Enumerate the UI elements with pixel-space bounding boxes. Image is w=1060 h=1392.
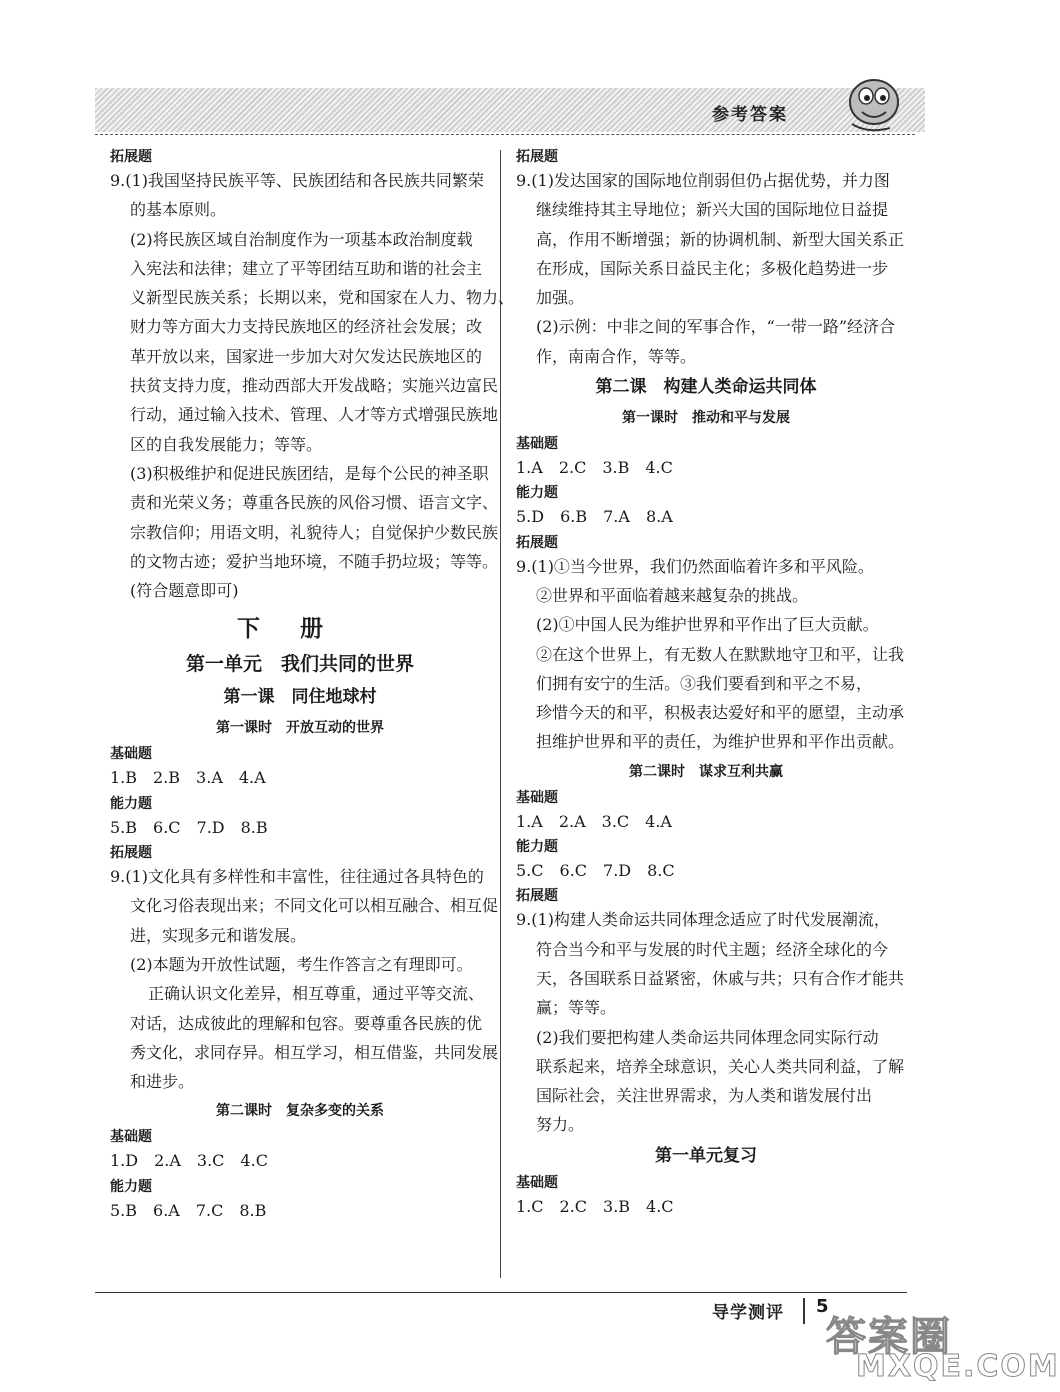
section-heading: 基础题 — [516, 1174, 558, 1191]
section-heading: 基础题 — [110, 1129, 152, 1146]
answer-line: 的基本原则。 — [130, 200, 227, 220]
answer-line: 责和光荣义务；尊重各民族的风俗习惯、语言文字、 — [130, 493, 499, 513]
section-heading: 拓展题 — [110, 845, 152, 862]
answer-line: 1.A 2.C 3.B 4.C — [516, 458, 673, 478]
footer-divider — [95, 1292, 907, 1293]
header-band — [95, 88, 925, 132]
lesson-title: 第一课 同住地球村 — [223, 687, 377, 708]
section-heading: 能力题 — [110, 795, 152, 812]
volume-title: 下册 — [237, 616, 363, 643]
unit-title: 第一单元 我们共同的世界 — [185, 653, 414, 676]
answer-line: 正确认识文化差异，相互尊重，通过平等交流、 — [148, 984, 485, 1004]
answer-line: 符合当今和平与发展的时代主题；经济全球化的今 — [536, 939, 889, 959]
footer-title: 导学测评 — [712, 1303, 784, 1323]
answer-line: 和进步。 — [130, 1072, 195, 1092]
section-heading: 拓展题 — [516, 888, 558, 905]
right-column — [516, 146, 905, 1221]
lesson-title: 第二课 构建人类命运共同体 — [595, 377, 817, 398]
answer-line: 1.C 2.C 3.B 4.C — [516, 1196, 674, 1216]
answer-line: 继续维持其主导地位；新兴大国的国际地位日益提 — [536, 200, 889, 220]
answer-line: 区的自我发展能力；等等。 — [130, 434, 323, 454]
answer-line: 高，作用不断增强；新的协调机制、新型大国关系正 — [536, 229, 905, 249]
answer-line: 9.(1)发达国家的国际地位削弱但仍占据优势，并力图 — [516, 171, 890, 190]
answer-line: 9.(1)我国坚持民族平等、民族团结和各民族共同繁荣 — [110, 171, 484, 190]
section-heading: 拓展题 — [516, 149, 558, 165]
section-heading: 基础题 — [110, 746, 152, 763]
answer-line: 5.D 6.B 7.A 8.A — [516, 507, 673, 527]
answer-line: 作，南南合作，等等。 — [536, 346, 697, 366]
answer-line: 文化习俗表现出来；不同文化可以相互融合、相互促 — [130, 896, 499, 916]
answer-line: 在形成，国际关系日益民主化；多极化趋势进一步 — [536, 258, 889, 278]
answer-line: (2)本题为开放性试题，考生作答言之有理即可。 — [130, 954, 473, 974]
period-title: 第二课时 复杂多变的关系 — [216, 1103, 384, 1120]
lesson-title: 第一单元复习 — [655, 1145, 757, 1166]
column-divider — [500, 150, 501, 1278]
answer-line: 努力。 — [536, 1115, 585, 1135]
answer-line: (符合题意即可) — [130, 581, 239, 601]
answer-line: ②在这个世界上，有无数人在默默地守卫和平，让我 — [536, 644, 905, 664]
answer-line: 5.B 6.A 7.C 8.B — [110, 1200, 267, 1220]
section-heading: 能力题 — [516, 839, 558, 856]
answer-line: 宗教信仰；用语文明，礼貌待人；自觉保护少数民族 — [130, 522, 499, 542]
answer-line: 5.B 6.C 7.D 8.B — [110, 817, 268, 837]
answer-line: (2)将民族区域自治制度作为一项基本政治制度载 — [130, 229, 473, 249]
section-heading: 基础题 — [516, 436, 558, 453]
answer-line: 对话，达成彼此的理解和包容。要尊重各民族的优 — [130, 1013, 483, 1033]
section-heading: 能力题 — [110, 1178, 152, 1195]
answer-line: (2)示例：中非之间的军事合作，“一带一路”经济合 — [536, 317, 896, 337]
answer-line: (2)我们要把构建人类命运共同体理念同实际行动 — [536, 1027, 879, 1047]
answer-line: 天，各国联系日益紧密，休戚与共；只有合作才能共 — [536, 968, 905, 988]
answer-line: 进，实现多元和谐发展。 — [130, 925, 307, 945]
answer-line: 赢；等等。 — [536, 998, 617, 1018]
answer-line: 9.(1)①当今世界，我们仍然面临着许多和平风险。 — [516, 556, 874, 576]
answer-line: (3)积极维护和促进民族团结，是每个公民的神圣职 — [130, 463, 489, 483]
answer-line: 联系起来，培养全球意识，关心人类共同利益，了解 — [536, 1056, 905, 1076]
header-divider — [95, 134, 915, 136]
answer-line: 担维护世界和平的责任，为维护世界和平作出贡献。 — [536, 732, 905, 752]
period-title: 第一课时 开放互动的世界 — [216, 720, 384, 737]
answer-line: 加强。 — [536, 288, 585, 308]
answer-line: 珍惜今天的和平，积极表达爱好和平的愿望，主动承 — [536, 703, 905, 723]
answer-line: (2)①中国人民为维护世界和平作出了巨大贡献。 — [536, 615, 879, 635]
answer-line: 们拥有安宁的生活。③我们要看到和平之不易， — [536, 673, 873, 693]
watermark-text: 答案圈 — [826, 1314, 952, 1360]
answer-line: 国际社会，关注世界需求，为人类和谐发展付出 — [536, 1086, 873, 1106]
answer-line: 财力等方面大力支持民族地区的经济社会发展；改 — [130, 317, 483, 337]
period-title: 第一课时 推动和平与发展 — [622, 410, 790, 427]
answer-line: 入宪法和法律；建立了平等团结互助和谐的社会主 — [130, 258, 483, 278]
answer-line: 革开放以来，国家进一步加大对欠发达民族地区的 — [130, 346, 483, 366]
answer-line: 行动，通过输入技术、管理、人才等方式增强民族地 — [130, 405, 499, 425]
answer-line: 义新型民族关系；长期以来，党和国家在人力、物力、 — [130, 288, 515, 308]
answer-line: 1.D 2.A 3.C 4.C — [110, 1151, 268, 1171]
answer-line: 的文物古迹；爱护当地环境，不随手扔垃圾；等等。 — [130, 551, 499, 571]
period-title: 第二课时 谋求互利共赢 — [629, 763, 783, 780]
section-heading: 拓展题 — [110, 149, 152, 165]
section-heading: 能力题 — [516, 485, 558, 502]
watermark — [826, 1305, 1060, 1385]
answer-line: 1.B 2.B 3.A 4.A — [110, 768, 266, 788]
answer-line: 9.(1)文化具有多样性和丰富性，往往通过各具特色的 — [110, 867, 484, 887]
mascot-logo-icon — [838, 68, 910, 140]
section-heading: 基础题 — [516, 789, 558, 806]
footer-separator — [803, 1298, 805, 1324]
watermark-url: MXQE.COM — [856, 1349, 1060, 1384]
header-title: 参考答案 — [712, 105, 788, 125]
section-heading: 拓展题 — [516, 534, 558, 551]
answer-line: 9.(1)构建人类命运共同体理念适应了时代发展潮流， — [516, 910, 890, 930]
left-column — [110, 146, 515, 1225]
answer-line: 5.C 6.C 7.D 8.C — [516, 861, 675, 881]
page-number: 5 — [816, 1296, 829, 1317]
answer-line: 1.A 2.A 3.C 4.A — [516, 811, 672, 831]
answer-line: 扶贫支持力度，推动西部大开发战略；实施兴边富民 — [130, 376, 499, 396]
answer-line: 秀文化，求同存异。相互学习，相互借鉴，共同发展 — [130, 1042, 499, 1062]
answer-line: ②世界和平面临着越来越复杂的挑战。 — [536, 585, 809, 605]
